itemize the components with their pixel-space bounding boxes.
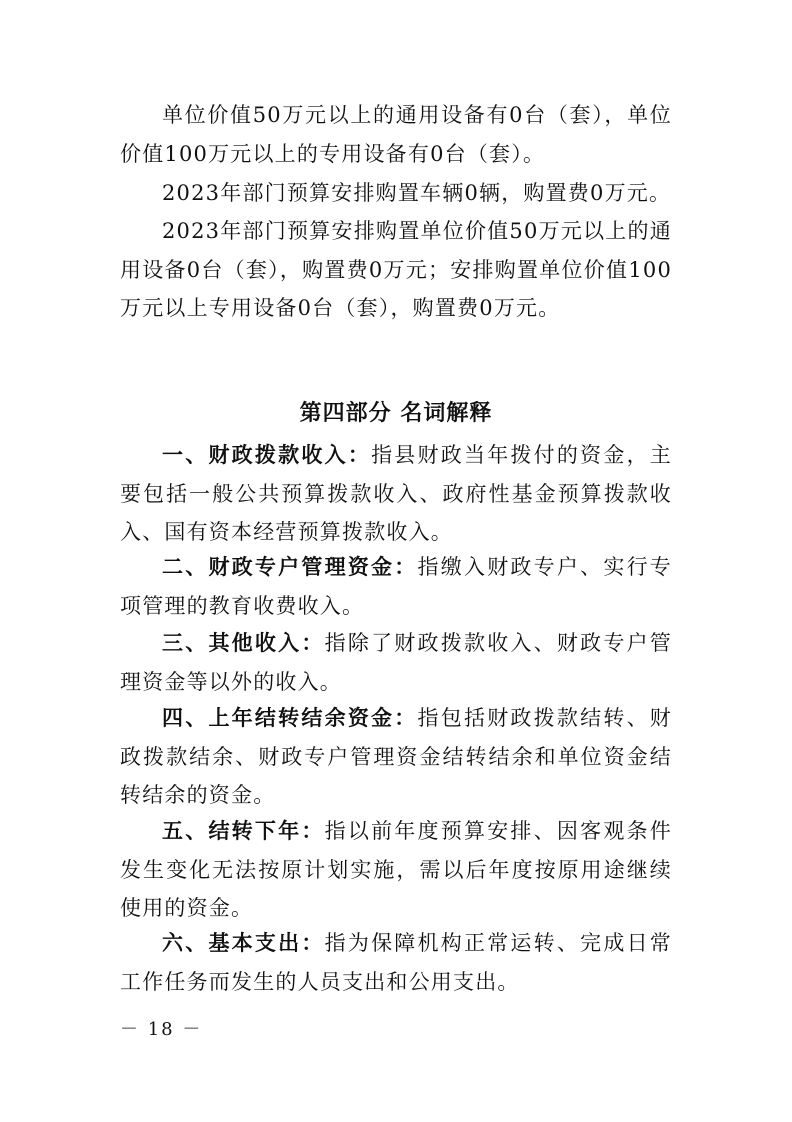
term-definition: 指包括财政拨款结转、财政拨款结余、财政专户管理资金结转结余和单位资金结转结余的资金。 — [120, 706, 672, 807]
term-label: 一、财政拨款收入： — [162, 443, 372, 467]
section-title: 第四部分 名词解释 — [299, 401, 493, 426]
term-label: 六、基本支出： — [162, 931, 325, 955]
term-paragraph — [120, 624, 672, 701]
paragraph-text: 2023年部门预算安排购置车辆0辆，购置费0万元。 — [162, 181, 672, 205]
paragraph-vehicles — [120, 174, 672, 213]
term-definition: 指缴入财政专户、实行专项管理的教育收费收入。 — [120, 555, 672, 618]
term-label: 五、结转下年： — [162, 819, 325, 843]
paragraph-equipment — [120, 96, 672, 173]
paragraph-text: 2023年部门预算安排购置单位价值50万元以上的通用设备0台（套），购置费0万元；安排购置单位价值100万元以上专用设备0台（套），购置费0万元。 — [120, 219, 672, 320]
term-label: 四、上年结转结余资金： — [162, 706, 418, 730]
term-paragraph — [120, 548, 672, 625]
paragraph-text: 单位价值50万元以上的通用设备有0台（套），单位价值100万元以上的专用设备有0台（套）。 — [120, 103, 672, 166]
term-paragraph — [120, 699, 672, 815]
term-definition: 指为保障机构正常运转、完成日常工作任务而发生的人员支出和公用支出。 — [120, 931, 673, 994]
term-label: 三、其他收入： — [162, 631, 325, 655]
term-paragraph — [120, 436, 672, 552]
page-number: － 18 － — [120, 1019, 203, 1040]
term-label: 二、财政专户管理资金： — [162, 555, 418, 579]
term-definition: 指除了财政拨款收入、财政专户管理资金等以外的收入。 — [120, 631, 673, 694]
term-paragraph — [120, 812, 672, 928]
term-definition: 指以前年度预算安排、因客观条件发生变化无法按原计划实施，需以后年度按原用途继续使用的资金。 — [120, 819, 673, 920]
paragraph-purchase — [120, 212, 672, 328]
term-paragraph — [120, 924, 672, 1001]
term-definition: 指县财政当年拨付的资金，主要包括一般公共预算拨款收入、政府性基金预算拨款收入、国有资本经营预算拨款收入。 — [120, 443, 672, 544]
